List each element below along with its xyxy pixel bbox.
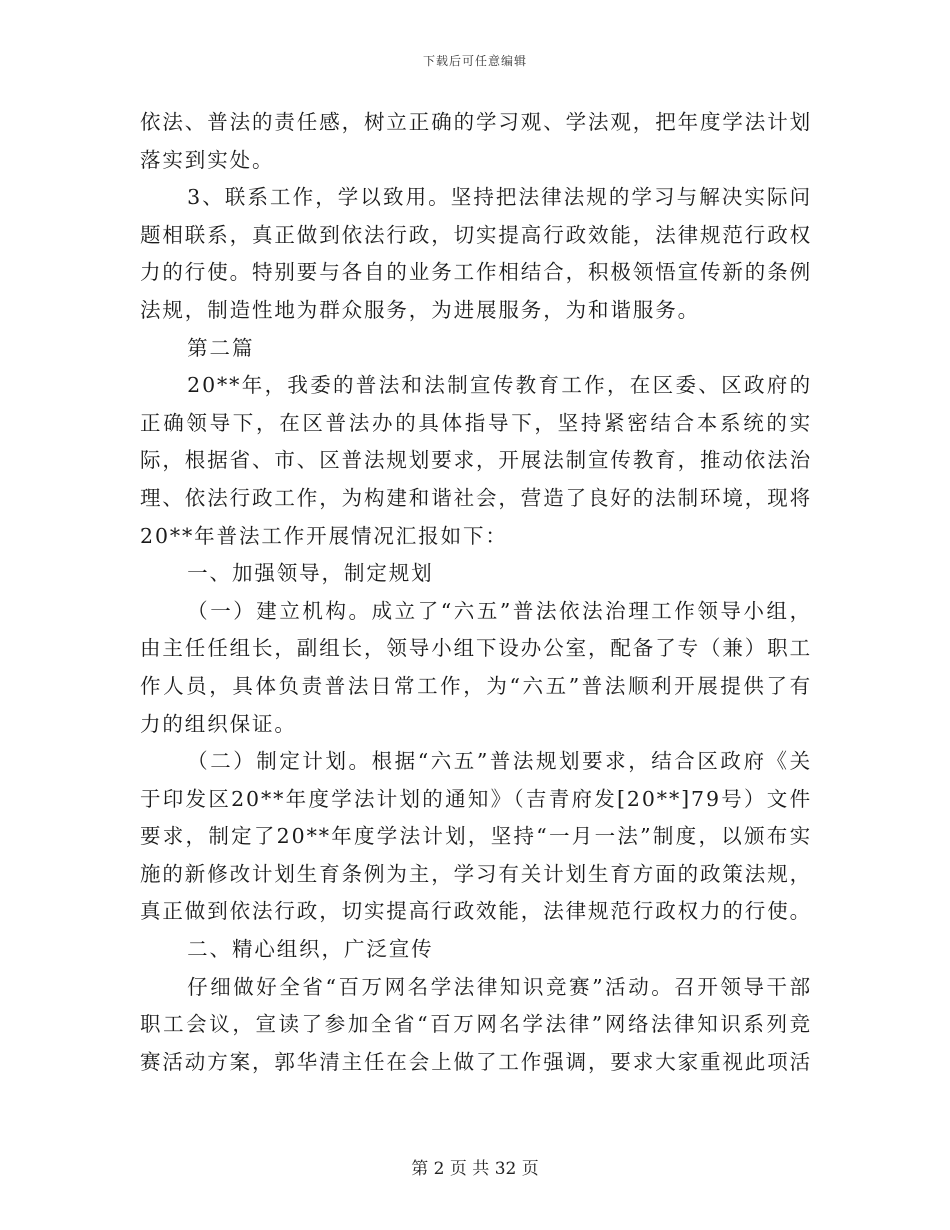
paragraph-1: 依法、普法的责任感，树立正确的学习观、学法观，把年度学法计划落实到实处。 <box>140 110 812 172</box>
paragraph-make-plan: （二）制定计划。根据“六五”普法规划要求，结合区政府《关于印发区20**年度学法计划的通知》（吉青府发[20**]79号）文件要求，制定了20**年度学法计划，坚持“一月一法”制度，以颁布实施的新修改计划生育条例为主，学习有关计划生育方面的政策法规，真正做到依法行政，切实提高行政效能，法律规范行政权力的行使。 <box>140 749 812 924</box>
page-number-footer: 第 2 页 共 32 页 <box>411 1159 539 1179</box>
heading-strengthen-leadership: 一、加强领导，制定规划 <box>187 561 434 586</box>
document-body <box>140 104 812 1081</box>
paragraph-knowledge-contest: 仔细做好全省“百万网名学法律知识竞赛”活动。召开领导干部职工会议，宣读了参加全省“百万网名学法律”网络法律知识系列竞赛活动方案，郭华清主任在会上做了工作强调，要求大家重视此项活 <box>140 974 812 1074</box>
section-title-second-part: 第二篇 <box>187 335 255 360</box>
page-header: 下载后可任意编辑 <box>422 54 527 68</box>
paragraph-3: 20**年，我委的普法和法制宣传教育工作，在区委、区政府的正确领导下，在区普法办的具体指导下，坚持紧密结合本系统的实际，根据省、市、区普法规划要求，开展法制宣传教育，推动依法治理、依法行政工作，为构建和谐社会，营造了良好的法制环境，现将20**年普法工作开展情况汇报如下： <box>140 373 812 548</box>
paragraph-establish-organization: （一）建立机构。成立了“六五”普法依法治理工作领导小组，由主任任组长，副组长，领导小组下设办公室，配备了专（兼）职工作人员，具体负责普法日常工作，为“六五”普法顺利开展提供了有力的组织保证。 <box>140 598 812 736</box>
paragraph-2: 3、联系工作，学以致用。坚持把法律法规的学习与解决实际问题相联系，真正做到依法行政，切实提高行政效能，法律规范行政权力的行使。特别要与各自的业务工作相结合，积极领悟宣传新的条例法规，制造性地为群众服务，为进展服务，为和谐服务。 <box>140 185 812 322</box>
heading-organize-publicize: 二、精心组织，广泛宣传 <box>187 937 434 962</box>
